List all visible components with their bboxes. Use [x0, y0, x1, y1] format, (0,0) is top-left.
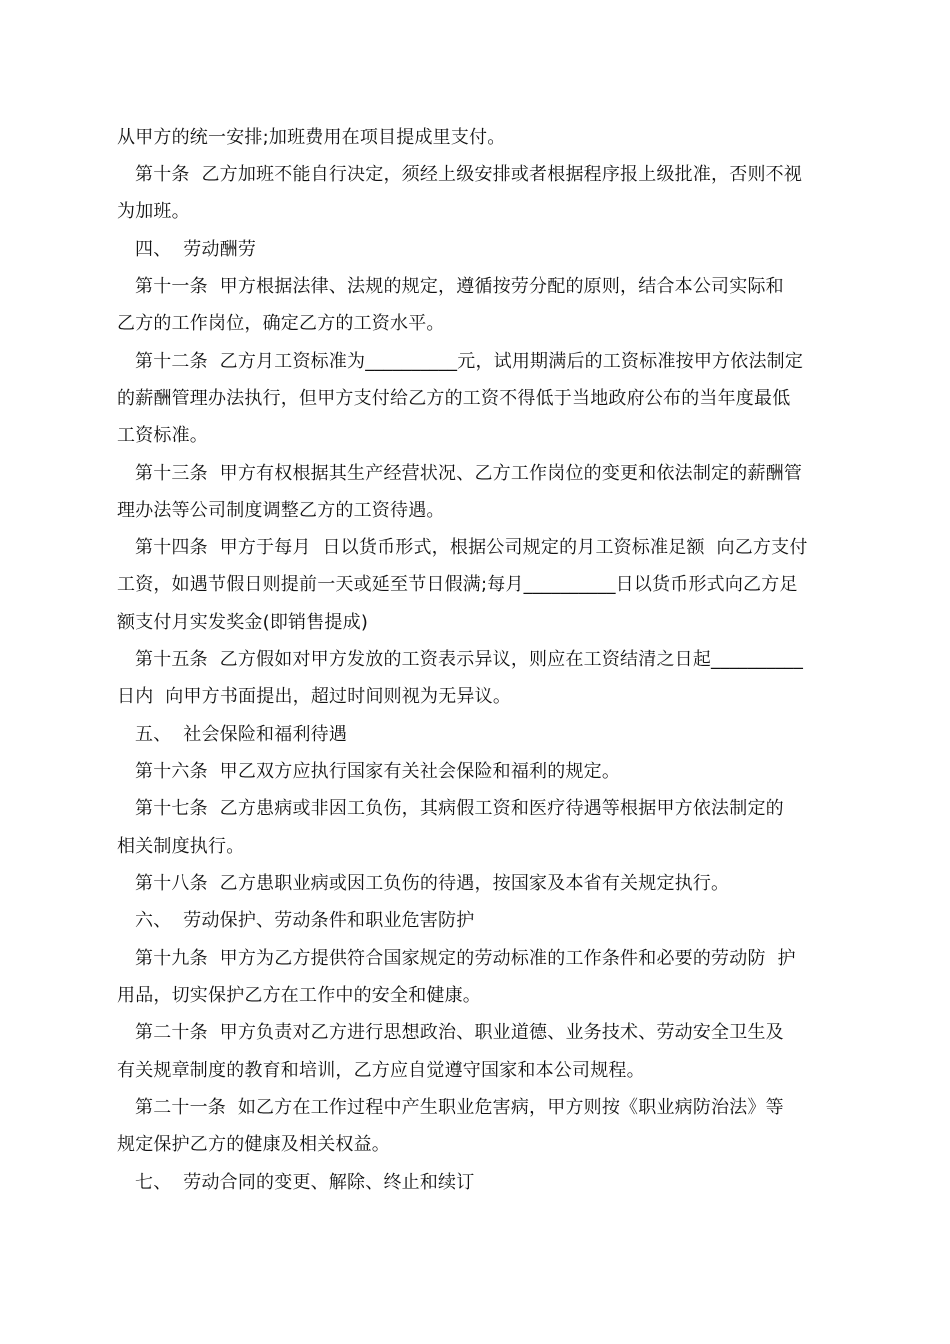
article-14-line-1: 第十四条 甲方于每月 日以货币形式，根据公司规定的月工资标准足额 向乙方支付 — [135, 537, 808, 558]
article-12-line-1: 第十二条 乙方月工资标准为__________元，试用期满后的工资标准按甲方依法制定 — [135, 351, 804, 372]
text-line: 从甲方的统一安排;加班费用在项目提成里支付。 — [117, 127, 506, 148]
article-15-line-1: 第十五条 乙方假如对甲方发放的工资表示异议，则应在工资结清之日起__________ — [135, 649, 804, 670]
article-17-line-1: 第十七条 乙方患病或非因工负伤，其病假工资和医疗待遇等根据甲方依法制定的 — [135, 798, 784, 819]
article-21-line-1: 第二十一条 如乙方在工作过程中产生职业危害病，甲方则按《职业病防治法》等 — [135, 1097, 784, 1118]
section-5-heading: 五、 社会保险和福利待遇 — [135, 724, 348, 745]
article-12-line-2: 的薪酬管理办法执行，但甲方支付给乙方的工资不得低于当地政府公布的当年度最低 — [117, 388, 791, 409]
article-17-line-2: 相关制度执行。 — [117, 836, 245, 857]
article-10-line-2: 为加班。 — [117, 201, 190, 222]
article-16-line-1: 第十六条 甲乙双方应执行国家有关社会保险和福利的规定。 — [135, 761, 621, 782]
section-7-heading: 七、 劳动合同的变更、解除、终止和续订 — [135, 1172, 475, 1193]
article-15-line-2: 日内 向甲方书面提出，超过时间则视为无异议。 — [117, 686, 512, 707]
article-11-line-1: 第十一条 甲方根据法律、法规的规定，遵循按劳分配的原则，结合本公司实际和 — [135, 276, 784, 297]
article-19-line-2: 用品，切实保护乙方在工作中的安全和健康。 — [117, 985, 481, 1006]
article-21-line-2: 规定保护乙方的健康及相关权益。 — [117, 1134, 390, 1155]
article-18-line-1: 第十八条 乙方患职业病或因工负伤的待遇，按国家及本省有关规定执行。 — [135, 873, 730, 894]
section-4-heading: 四、 劳动酬劳 — [135, 239, 257, 260]
article-19-line-1: 第十九条 甲方为乙方提供符合国家规定的劳动标准的工作条件和必要的劳动防 护 — [135, 948, 796, 969]
article-13-line-2: 理办法等公司制度调整乙方的工资待遇。 — [117, 500, 445, 521]
article-11-line-2: 乙方的工作岗位，确定乙方的工资水平。 — [117, 313, 445, 334]
article-14-line-3: 额支付月实发奖金(即销售提成) — [117, 612, 369, 633]
article-13-line-1: 第十三条 甲方有权根据其生产经营状况、乙方工作岗位的变更和依法制定的薪酬管 — [135, 463, 803, 484]
article-20-line-2: 有关规章制度的教育和培训，乙方应自觉遵守国家和本公司规程。 — [117, 1060, 645, 1081]
section-6-heading: 六、 劳动保护、劳动条件和职业危害防护 — [135, 910, 475, 931]
article-14-line-2: 工资，如遇节假日则提前一天或延至节日假满;每月__________日以货币形式向乙方足 — [117, 574, 798, 595]
article-20-line-1: 第二十条 甲方负责对乙方进行思想政治、职业道德、业务技术、劳动安全卫生及 — [135, 1022, 784, 1043]
article-12-line-3: 工资标准。 — [117, 425, 208, 446]
article-10-line-1: 第十条 乙方加班不能自行决定，须经上级安排或者根据程序报上级批准，否则不视 — [135, 164, 803, 185]
